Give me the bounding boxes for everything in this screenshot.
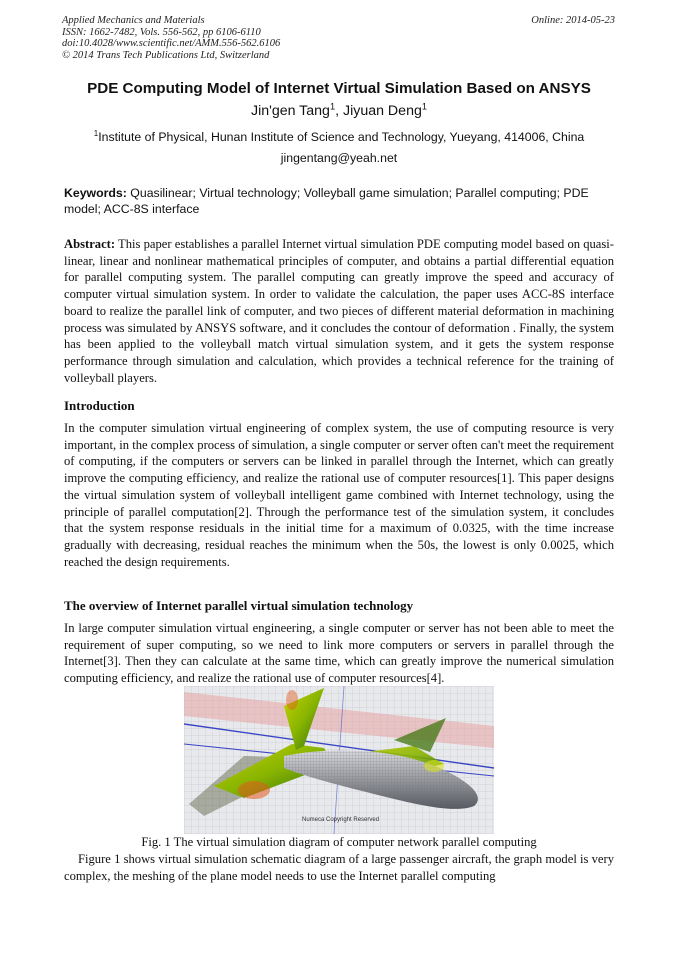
figure-watermark: Numeca Copyright Reserved: [302, 817, 380, 823]
figure-caption: Fig. 1 The virtual simulation diagram of computer network parallel computing: [141, 835, 537, 849]
author-email: jingentang@yeah.net: [280, 151, 398, 165]
online-date: Online: 2014-05-23: [531, 15, 615, 26]
figure-description-paragraph: [64, 851, 614, 884]
affiliation: [40, 130, 638, 144]
figure-description-text: Figure 1 shows virtual simulation schematic diagram of a large passenger aircraft, the graph model is very complex, the meshing of the plane model needs to use the Internet parallel computing: [64, 852, 614, 883]
abstract-text: This paper establishes a parallel Internet virtual simulation PDE computing model based on quasi-linear, linear and nonlinear mathematical principles of computer, and obtains a partial differential equation for parallel computing system. The parallel computing can greatly improve the speed and accuracy of computer virtual simulation system. In order to validate the calculation, the paper uses ACC-8S interface board to realize the parallel link of computer, and two pieces of different material deformation in machining process was simulated by ANSYS software, and it concludes the contour of deformation . Finally, the system has been applied to the volleyball match virtual simulation system, and it gets the system response performance through simulation and calculation, which provides a technical reference for the training of volleyball players.: [64, 237, 614, 385]
publication-header: [62, 15, 615, 61]
keywords-block: [64, 186, 614, 217]
aircraft-mesh-illustration: [184, 686, 494, 834]
figure-aircraft-simulation: [184, 686, 494, 834]
abstract-block: [64, 236, 614, 386]
abstract-label: Abstract:: [64, 237, 116, 251]
copyright-line: © 2014 Trans Tech Publications Ltd, Switzerland: [62, 49, 270, 61]
overview-paragraph: In large computer simulation virtual engineering, a single computer or server has not been able to meet the requirement of super computing, so we need to link more computers or servers in parallel through the Internet[3]. Then they can calculate at the same time, which can greatly improve the numerical simulation computing efficiency, and realize the rational use of computer resources[4].: [64, 621, 614, 686]
author-separator: ,: [335, 103, 343, 119]
journal-name: Applied Mechanics and Materials: [62, 15, 205, 26]
author-affiliation-mark: 1: [421, 101, 427, 112]
issn-line: ISSN: 1662-7482, Vols. 556-562, pp 6106-6110: [62, 26, 261, 38]
affiliation-mark: 1: [93, 128, 99, 138]
section-heading-overview: The overview of Internet parallel virtual simulation technology: [64, 598, 414, 613]
author-name: Jin'gen Tang: [250, 103, 330, 119]
introduction-paragraph: In the computer simulation virtual engineering of complex system, the use of computing resource is very important, in the complex process of simulation, a single computer or server often can't meet the requirement of computing, if the computers or servers can be linked in parallel through the Internet, which can greatly improve the computing efficiency, and realize the rational use of computer resources[1]. This paper designs the virtual simulation system of volleyball intelligent game combined with Internet technology, using the principle of parallel computation[2]. Through the performance test of the simulation system, it concludes that the system response residuals in the initial time for a maximum of 0.0325, with the time increase gradually with decreasing, residual reaches the minimum when the 50s, the lowest is only 0.0025, which reached the design requirements.: [64, 421, 614, 569]
doi-line: doi:10.4028/www.scientific.net/AMM.556-562.6106: [62, 38, 281, 49]
affiliation-text: Institute of Physical, Hunan Institute of Science and Technology, Yueyang, 414006, China: [98, 130, 585, 144]
section-heading-introduction: Introduction: [64, 398, 135, 413]
author-name: Jiyuan Deng: [342, 103, 422, 119]
paper-title: PDE Computing Model of Internet Virtual Simulation Based on ANSYS: [87, 80, 591, 97]
keywords-text: Quasilinear; Virtual technology; Volleyball game simulation; Parallel computing; PDE model; ACC-8S interface: [64, 186, 589, 216]
author-affiliation-mark: 1: [329, 101, 336, 112]
author-list: [40, 103, 638, 119]
keywords-label: Keywords:: [64, 186, 127, 200]
